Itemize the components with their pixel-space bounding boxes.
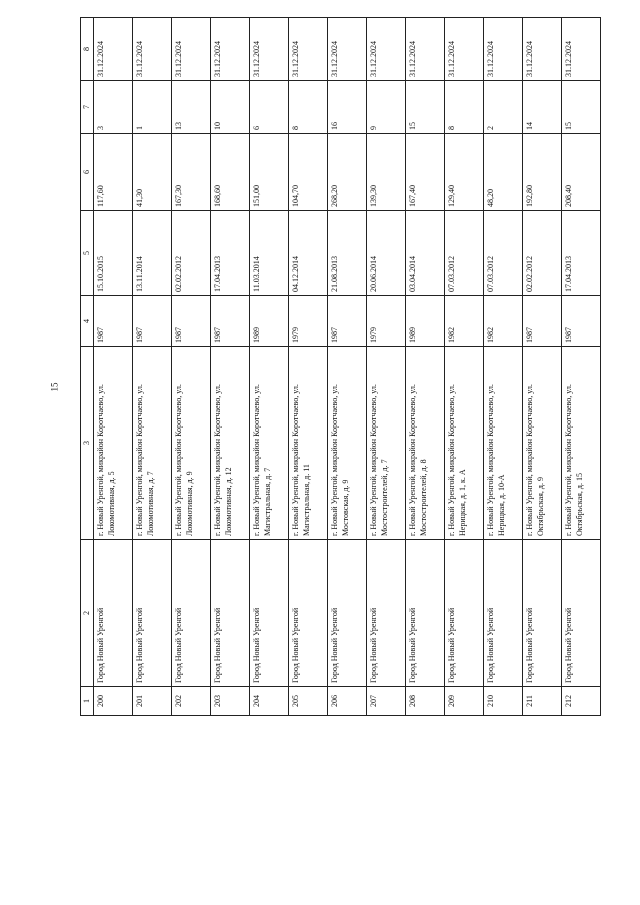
deadline-cell: 31.12.2024	[133, 18, 172, 81]
table-row	[445, 18, 484, 716]
column-number: 1	[81, 687, 94, 716]
address-cell: г. Новый Уренгой, микрайон Коротчаево, ул. Локомотивная, д. 12	[211, 347, 250, 540]
address-cell: г. Новый Уренгой, микрайон Коротчаево, ул. Нерицкая, д. 10-А	[484, 347, 523, 540]
municipality-cell: Город Новый Уренгой	[406, 540, 445, 687]
area-cell: 41,30	[133, 134, 172, 211]
column-number: 8	[81, 18, 94, 81]
count-cell: 16	[328, 81, 367, 134]
year-cell: 1979	[289, 296, 328, 347]
year-cell: 1987	[133, 296, 172, 347]
date-cell: 03.04.2014	[406, 211, 445, 296]
date-cell: 17.04.2013	[562, 211, 601, 296]
count-cell: 9	[367, 81, 406, 134]
table-row	[172, 18, 211, 716]
address-cell: г. Новый Уренгой, микрайон Коротчаево, ул. Мостостроителей, д. 8	[406, 347, 445, 540]
count-cell: 15	[562, 81, 601, 134]
table-row	[133, 18, 172, 716]
housing-registry-table	[80, 17, 601, 716]
area-cell: 104,70	[289, 134, 328, 211]
table-row	[211, 18, 250, 716]
count-cell: 6	[250, 81, 289, 134]
municipality-cell: Город Новый Уренгой	[211, 540, 250, 687]
address-cell: г. Новый Уренгой, микрайон Коротчаево, ул. Локомотивная, д. 9	[172, 347, 211, 540]
address-cell: г. Новый Уренгой, микрайон Коротчаево, ул. Магистральная, д. 11	[289, 347, 328, 540]
address-cell: г. Новый Уренгой, микрайон Коротчаево, ул. Мостостроителей, д. 7	[367, 347, 406, 540]
address-cell: г. Новый Уренгой, микрайон Коротчаево, ул. Нерицкая, д. 1, к. А	[445, 347, 484, 540]
address-cell: г. Новый Уренгой, микрайон Коротчаево, ул. Локомотивная, д. 7	[133, 347, 172, 540]
deadline-cell: 31.12.2024	[94, 18, 133, 81]
address-cell: г. Новый Уренгой, микрайон Коротчаево, ул. Октябрьская, д. 9	[523, 347, 562, 540]
row-number: 204	[250, 687, 289, 716]
date-cell: 07.03.2012	[445, 211, 484, 296]
date-cell: 13.11.2014	[133, 211, 172, 296]
deadline-cell: 31.12.2024	[289, 18, 328, 81]
table-row	[406, 18, 445, 716]
table-row	[328, 18, 367, 716]
date-cell: 11.03.2014	[250, 211, 289, 296]
area-cell: 192,80	[523, 134, 562, 211]
year-cell: 1989	[250, 296, 289, 347]
count-cell: 10	[211, 81, 250, 134]
year-cell: 1982	[445, 296, 484, 347]
row-number: 212	[562, 687, 601, 716]
row-number: 210	[484, 687, 523, 716]
municipality-cell: Город Новый Уренгой	[484, 540, 523, 687]
area-cell: 167,40	[406, 134, 445, 211]
deadline-cell: 31.12.2024	[445, 18, 484, 81]
municipality-cell: Город Новый Уренгой	[367, 540, 406, 687]
count-cell: 1	[133, 81, 172, 134]
deadline-cell: 31.12.2024	[328, 18, 367, 81]
table-row	[523, 18, 562, 716]
count-cell: 15	[406, 81, 445, 134]
deadline-cell: 31.12.2024	[406, 18, 445, 81]
deadline-cell: 31.12.2024	[562, 18, 601, 81]
deadline-cell: 31.12.2024	[211, 18, 250, 81]
municipality-cell: Город Новый Уренгой	[445, 540, 484, 687]
date-cell: 21.08.2013	[328, 211, 367, 296]
date-cell: 04.12.2014	[289, 211, 328, 296]
year-cell: 1987	[211, 296, 250, 347]
count-cell: 2	[484, 81, 523, 134]
deadline-cell: 31.12.2024	[250, 18, 289, 81]
year-cell: 1987	[562, 296, 601, 347]
table-row	[367, 18, 406, 716]
year-cell: 1979	[367, 296, 406, 347]
year-cell: 1987	[94, 296, 133, 347]
area-cell: 268,20	[328, 134, 367, 211]
municipality-cell: Город Новый Уренгой	[523, 540, 562, 687]
row-number: 211	[523, 687, 562, 716]
municipality-cell: Город Новый Уренгой	[289, 540, 328, 687]
column-number-row	[81, 18, 94, 716]
date-cell: 07.03.2012	[484, 211, 523, 296]
count-cell: 8	[289, 81, 328, 134]
date-cell: 20.06.2014	[367, 211, 406, 296]
municipality-cell: Город Новый Уренгой	[133, 540, 172, 687]
column-number: 3	[81, 347, 94, 540]
count-cell: 8	[445, 81, 484, 134]
area-cell: 129,40	[445, 134, 484, 211]
table-row	[250, 18, 289, 716]
municipality-cell: Город Новый Уренгой	[172, 540, 211, 687]
page-number: 15	[49, 382, 60, 392]
column-number: 2	[81, 540, 94, 687]
municipality-cell: Город Новый Уренгой	[94, 540, 133, 687]
deadline-cell: 31.12.2024	[523, 18, 562, 81]
table-row	[94, 18, 133, 716]
address-cell: г. Новый Уренгой, микрайон Коротчаево, ул. Мостовская, д. 9	[328, 347, 367, 540]
address-cell: г. Новый Уренгой, микрайон Коротчаево, ул. Локомотивная, д. 5	[94, 347, 133, 540]
deadline-cell: 31.12.2024	[172, 18, 211, 81]
area-cell: 167,30	[172, 134, 211, 211]
table-row	[289, 18, 328, 716]
row-number: 201	[133, 687, 172, 716]
row-number: 206	[328, 687, 367, 716]
column-number: 7	[81, 81, 94, 134]
area-cell: 48,20	[484, 134, 523, 211]
year-cell: 1982	[484, 296, 523, 347]
date-cell: 02.02.2012	[523, 211, 562, 296]
year-cell: 1989	[406, 296, 445, 347]
row-number: 200	[94, 687, 133, 716]
area-cell: 151,00	[250, 134, 289, 211]
area-cell: 208,40	[562, 134, 601, 211]
deadline-cell: 31.12.2024	[484, 18, 523, 81]
year-cell: 1987	[523, 296, 562, 347]
row-number: 205	[289, 687, 328, 716]
rotated-table-container	[80, 41, 605, 716]
column-number: 6	[81, 134, 94, 211]
row-number: 207	[367, 687, 406, 716]
column-number: 5	[81, 211, 94, 296]
address-cell: г. Новый Уренгой, микрайон Коротчаево, ул. Октябрьская, д. 15	[562, 347, 601, 540]
table-row	[484, 18, 523, 716]
date-cell: 17.04.2013	[211, 211, 250, 296]
deadline-cell: 31.12.2024	[367, 18, 406, 81]
address-cell: г. Новый Уренгой, микрайон Коротчаево, ул. Магистральная, д. 7	[250, 347, 289, 540]
municipality-cell: Город Новый Уренгой	[562, 540, 601, 687]
count-cell: 14	[523, 81, 562, 134]
row-number: 202	[172, 687, 211, 716]
municipality-cell: Город Новый Уренгой	[328, 540, 367, 687]
row-number: 208	[406, 687, 445, 716]
date-cell: 02.02.2012	[172, 211, 211, 296]
date-cell: 15.10.2015	[94, 211, 133, 296]
year-cell: 1987	[172, 296, 211, 347]
area-cell: 117,60	[94, 134, 133, 211]
municipality-cell: Город Новый Уренгой	[250, 540, 289, 687]
table-row	[562, 18, 601, 716]
area-cell: 168,60	[211, 134, 250, 211]
year-cell: 1987	[328, 296, 367, 347]
count-cell: 3	[94, 81, 133, 134]
column-number: 4	[81, 296, 94, 347]
count-cell: 13	[172, 81, 211, 134]
row-number: 203	[211, 687, 250, 716]
row-number: 209	[445, 687, 484, 716]
area-cell: 139,30	[367, 134, 406, 211]
